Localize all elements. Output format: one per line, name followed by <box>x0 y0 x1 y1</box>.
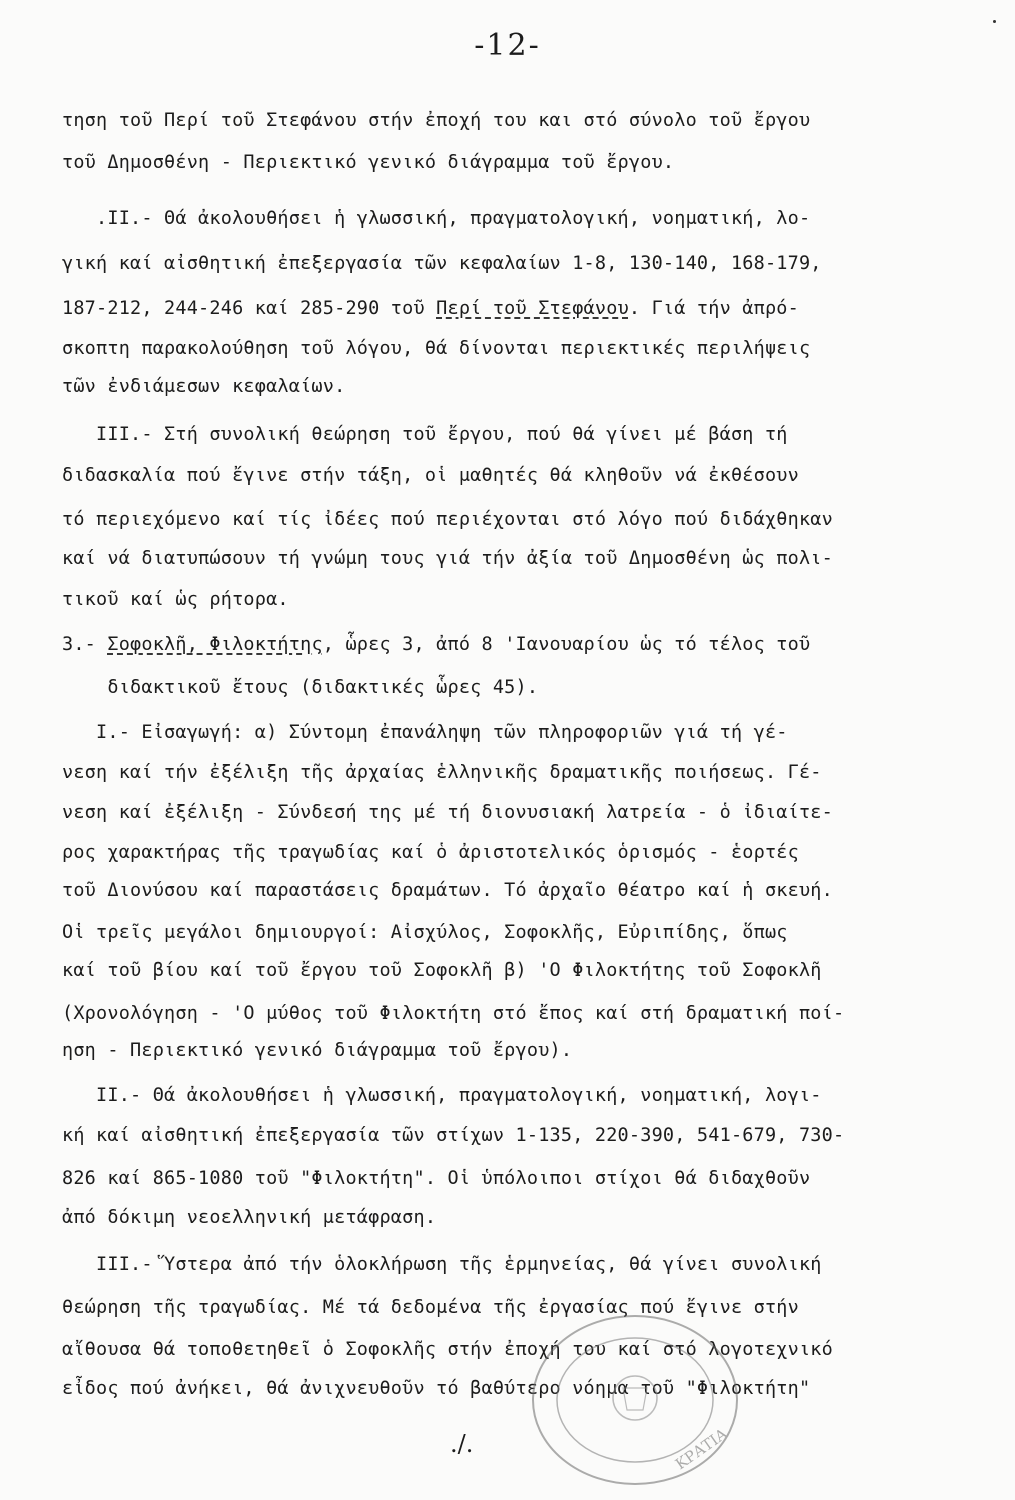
text-line <box>62 1125 957 1146</box>
text-line <box>62 677 957 698</box>
text-segment: (Χρονολόγηση - 'Ο μύθος τοῦ Φιλοκτήτη στό ἔπος καί στή δραματική ποί- <box>62 1003 845 1024</box>
text-segment: τηση τοῦ Περί τοῦ Στεφάνου στήν ἐποχή του και στό σύνολο τοῦ ἔργου <box>62 110 811 131</box>
text-segment: Οἱ τρεῖς μεγάλοι δημιουργοί: Αἰσχύλος, Σοφοκλῆς, Εὐριπίδης, ὅπως <box>62 922 788 943</box>
text-segment: αἴθουσα θά τοποθετηθεῖ ὁ Σοφοκλῆς στήν ἐποχή του καί στό λογοτεχνικό <box>62 1339 833 1360</box>
text-line <box>62 253 957 274</box>
text-line <box>62 208 957 229</box>
text-segment: , ὧρες 3, ἀπό 8 'Ιανουαρίου ὡς τό τέλος τοῦ <box>322 634 811 655</box>
text-line <box>62 298 957 319</box>
text-line <box>62 722 957 743</box>
text-segment: .ΙΙ.- Θά ἀκολουθήσει ἡ γλωσσική, πραγματολογική, νοηματική, λο- <box>62 208 811 229</box>
text-segment: κή καί αἰσθητική ἐπεξεργασία τῶν στίχων 1-135, 220-390, 541-679, 730- <box>62 1125 845 1146</box>
text-line <box>62 842 957 863</box>
text-line <box>62 1003 957 1024</box>
text-line <box>62 762 957 783</box>
text-line <box>62 880 957 901</box>
text-segment: ἀπό δόκιμη νεοελληνική μετάφραση. <box>62 1207 437 1228</box>
text-line <box>62 1297 957 1318</box>
text-segment: διδασκαλία πού ἔγινε στήν τάξη, οἱ μαθητές θά κληθοῦν νά ἐκθέσουν <box>62 465 799 486</box>
text-segment: τικοῦ καί ὡς ρήτορα. <box>62 589 289 610</box>
text-line <box>62 1254 957 1275</box>
text-line <box>62 338 957 359</box>
text-line <box>62 1339 957 1360</box>
text-line <box>62 376 957 397</box>
page-number: -12- <box>474 28 541 63</box>
text-segment: ηση - Περιεκτικό γενικό διάγραμμα τοῦ ἔργου). <box>62 1040 573 1061</box>
text-line <box>62 1207 957 1228</box>
text-segment: ΙΙΙ.- Στή συνολική θεώρηση τοῦ ἔργου, πού θά γίνει μέ βάση τή <box>62 424 788 445</box>
text-line <box>62 589 957 610</box>
text-segment: θεώρηση τῆς τραγωδίας. Μέ τά δεδομένα τῆς ἐργασίας πού ἔγινε στήν <box>62 1297 799 1318</box>
text-segment: νεση καί τήν ἐξέλιξη τῆς ἀρχαίας ἑλληνικῆς δραματικῆς ποιήσεως. Γέ- <box>62 762 822 783</box>
text-segment: τοῦ Δημοσθένη - Περιεκτικό γενικό διάγραμμα τοῦ ἔργου. <box>62 152 675 173</box>
text-segment: ΙΙΙ.- Ὕστερα ἀπό τήν ὁλοκλήρωση τῆς ἑρμηνείας, θά γίνει συνολική <box>62 1254 822 1275</box>
text-line <box>62 922 957 943</box>
seal-lettering: ΚΡΑΤΙΑ <box>671 1424 731 1474</box>
text-segment: διδακτικοῦ ἔτους (διδακτικές ὧρες 45). <box>62 677 539 698</box>
text-segment: γική καί αἰσθητική ἐπεξεργασία τῶν κεφαλαίων 1-8, 130-140, 168-179, <box>62 253 822 274</box>
text-segment: νεση καί ἐξέλιξη - Σύνδεσή της μέ τή διονυσιακή λατρεία - ὁ ἰδιαίτε- <box>62 802 833 823</box>
text-line <box>62 802 957 823</box>
text-segment: καί νά διατυπώσουν τή γνώμη τους γιά τήν ἀξία τοῦ Δημοσθένη ὡς πολι- <box>62 548 833 569</box>
text-segment: σκοπτη παρακολούθηση τοῦ λόγου, θά δίνονται περιεκτικές περιλήψεις <box>62 338 811 359</box>
scan-speck <box>993 20 996 23</box>
text-segment: 3.- <box>62 634 108 655</box>
text-segment: ΙΙ.- Θά ἀκολουθήσει ἡ γλωσσική, πραγματολογική, νοηματική, λογι- <box>62 1085 822 1106</box>
text-line <box>62 1085 957 1106</box>
text-segment: τῶν ἐνδιάμεσων κεφαλαίων. <box>62 376 346 397</box>
text-line <box>62 509 957 530</box>
text-segment: εἶδος πού ἀνήκει, θά ἀνιχνευθοῦν τό βαθύτερο νόημα τοῦ "Φιλοκτήτη" <box>62 1378 811 1399</box>
text-line <box>62 465 957 486</box>
text-segment: τό περιεχόμενο καί τίς ἰδέες πού περιέχονται στό λόγο πού διδάχθηκαν <box>62 509 833 530</box>
underlined-title: Σοφοκλῆ, Φιλοκτήτης <box>107 634 323 655</box>
text-line <box>62 424 957 445</box>
text-line <box>62 152 957 173</box>
continuation-mark: ./. <box>450 1430 474 1458</box>
text-line <box>62 1168 957 1189</box>
text-line <box>62 1040 957 1061</box>
text-line <box>62 548 957 569</box>
underlined-title: Περί τοῦ Στεφάνου <box>436 298 629 319</box>
text-segment: τοῦ Διονύσου καί παραστάσεις δραμάτων. Τό ἀρχαῖο θέατρο καί ἡ σκευή. <box>62 880 833 901</box>
text-segment: Ι.- Εἰσαγωγή: α) Σύντομη ἐπανάληψη τῶν πληροφοριῶν γιά τή γέ- <box>62 722 788 743</box>
text-line <box>62 960 957 981</box>
text-segment: 826 καί 865-1080 τοῦ "Φιλοκτήτη". Οἱ ὑπόλοιποι στίχοι θά διδαχθοῦν <box>62 1168 811 1189</box>
text-line <box>62 110 957 131</box>
text-line <box>62 1378 957 1399</box>
text-line <box>62 634 957 655</box>
text-segment: ρος χαρακτήρας τῆς τραγωδίας καί ὁ ἀριστοτελικός ὁρισμός - ἑορτές <box>62 842 799 863</box>
text-segment: . Γιά τήν ἀπρό- <box>628 298 799 319</box>
official-seal-stamp <box>525 1310 745 1490</box>
text-segment: καί τοῦ βίου καί τοῦ ἔργου τοῦ Σοφοκλῆ β) 'Ο Φιλοκτήτης τοῦ Σοφοκλῆ <box>62 960 822 981</box>
text-segment: 187-212, 244-246 καί 285-290 τοῦ <box>62 298 437 319</box>
